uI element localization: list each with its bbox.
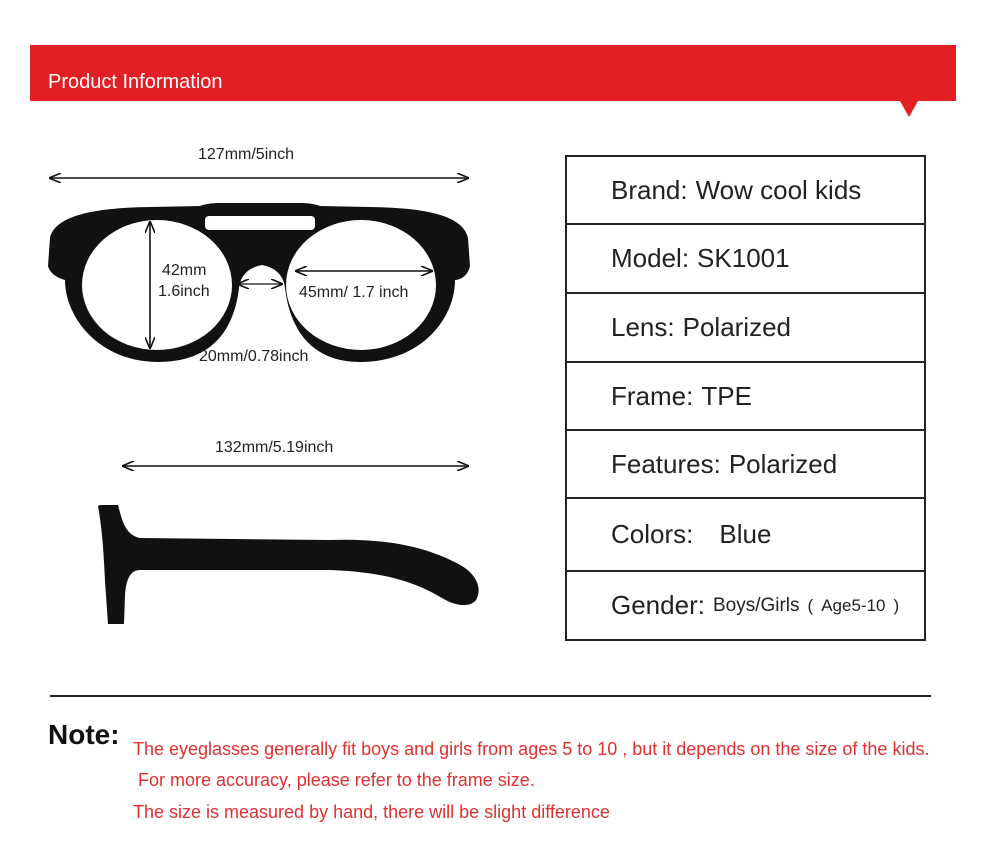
divider	[50, 695, 931, 697]
lens-width-label: 45mm/ 1.7 inch	[299, 284, 409, 301]
note-line-3: The size is measured by hand, there will be slight difference	[133, 802, 610, 822]
temple-arm	[98, 505, 479, 624]
spec-row-colors	[567, 499, 924, 572]
spec-row-features	[567, 431, 924, 499]
spec-paren-open: (	[807, 595, 814, 615]
spec-value: TPE	[701, 380, 752, 411]
note-line-1: The eyeglasses generally fit boys and girls from ages 5 to 10 , but it depends on the size of the kids.	[133, 739, 930, 759]
spec-row-model	[567, 225, 924, 294]
spec-value: Wow cool kids	[695, 174, 862, 205]
spec-label: Frame:	[611, 380, 694, 411]
spec-row-frame	[567, 363, 924, 431]
specs-table	[565, 155, 926, 641]
spec-extra: Age5-10	[821, 595, 886, 615]
spec-label: Gender:	[611, 590, 705, 620]
spec-label: Lens:	[611, 312, 675, 342]
lens-height-inch-label: 1.6inch	[158, 283, 210, 300]
bridge-label: 20mm/0.78inch	[199, 348, 309, 365]
spec-row-gender	[567, 572, 924, 639]
spec-label: Colors:	[611, 519, 694, 549]
spec-label: Features:	[611, 448, 721, 479]
spec-value: Blue	[719, 519, 772, 549]
spec-label: Brand:	[611, 174, 688, 205]
spec-value: Polarized	[728, 448, 838, 479]
total-width-label: 127mm/5inch	[198, 146, 295, 163]
header-title: Product Information	[48, 71, 223, 93]
lens-height-mm-label: 42mm	[162, 262, 207, 279]
spec-paren-close: )	[893, 595, 900, 615]
note-line-2: For more accuracy, please refer to the frame size.	[138, 770, 535, 790]
spec-value: Polarized	[682, 312, 792, 342]
note-label: Note:	[48, 719, 120, 750]
spec-row-lens	[567, 294, 924, 363]
spec-value: Boys/Girls	[712, 594, 800, 616]
spec-row-brand	[567, 157, 924, 225]
temple-length-label: 132mm/5.19inch	[215, 439, 334, 456]
spec-value: SK1001	[697, 243, 790, 273]
spec-label: Model:	[611, 243, 690, 273]
